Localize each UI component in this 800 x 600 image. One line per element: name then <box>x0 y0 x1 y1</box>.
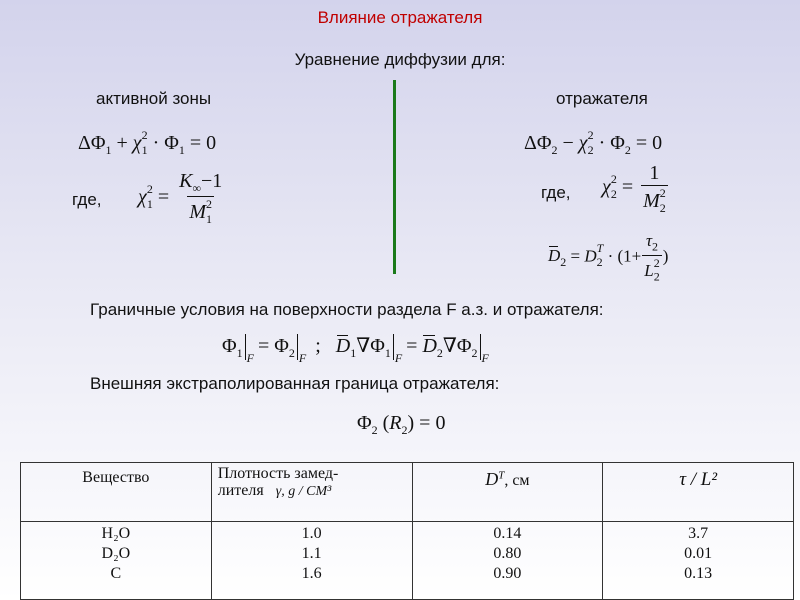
header-dt: $D^T$, см <box>412 463 603 522</box>
extrapolated-boundary-text: Внешняя экстраполированная граница отражателя: <box>90 374 500 393</box>
substance-d2o: D₂O <box>101 545 131 562</box>
extrapolated-boundary-equation: $\Phi_2$ $(R_2) = 0$ <box>357 412 446 437</box>
d2-definition: $D_2 = D_2^T \cdot (1+$ $\frac{\tau_2}{L_2^2}$ ) <box>548 231 669 283</box>
table-row <box>21 522 794 600</box>
chi1-fraction: $\frac{K_\infty-1}{M_1^2}$ <box>179 170 223 227</box>
boundary-conditions-text: Граничные условия на поверхности раздела F а.з. и отражателя: <box>90 300 604 319</box>
moderator-properties-table <box>20 462 794 600</box>
substance-h2o: H₂O <box>101 525 131 542</box>
active-zone-equation: $\Delta\Phi_1 + \chi_1^2 \cdot \Phi_1 = 0$ <box>78 128 217 157</box>
active-zone-where: где, <box>72 190 102 209</box>
chi1-definition: $\chi_1^2$ = $\frac{K_\infty-1}{M_1^2}$ <box>138 170 223 227</box>
header-density: Плотность замед- лителя γ, g / CM³ <box>211 463 412 522</box>
diffusion-heading: Уравнение диффузии для: <box>294 50 506 69</box>
table-header-row <box>21 463 794 522</box>
reflector-equation: $\Delta\Phi_2 - \chi_2^2 \cdot \Phi_2 = 0$ <box>524 128 663 157</box>
substance-c: C <box>110 565 122 582</box>
k-inf-minus-one: −1 <box>201 170 223 192</box>
reflector-label: отражателя <box>556 89 648 108</box>
active-zone-label: активной зоны <box>96 89 212 108</box>
boundary-equations: $\Phi_1$ $_F= \Phi_2$ $_F$ ; $D_1\nabla\Phi_1$ $_F= D_2\nabla\Phi_2$ $_F$ <box>222 335 489 365</box>
header-tau-l: τ / L² <box>603 463 794 522</box>
substance-cell <box>21 522 212 600</box>
page-title: Влияние отражателя <box>317 8 483 27</box>
chi2-definition: $\chi_2^2$ = $\frac{1}{M_2^2}$ <box>602 162 666 215</box>
density-cell: 1.0 1.1 1.6 <box>211 522 412 600</box>
chi2-fraction: $\frac{1}{M_2^2}$ <box>643 162 666 215</box>
reflector-where: где, <box>541 183 571 202</box>
column-divider <box>393 80 396 274</box>
tau-l-cell: 3.7 0.01 0.13 <box>603 522 794 600</box>
header-substance: Вещество <box>21 463 212 522</box>
dt-cell: 0.14 0.80 0.90 <box>412 522 603 600</box>
